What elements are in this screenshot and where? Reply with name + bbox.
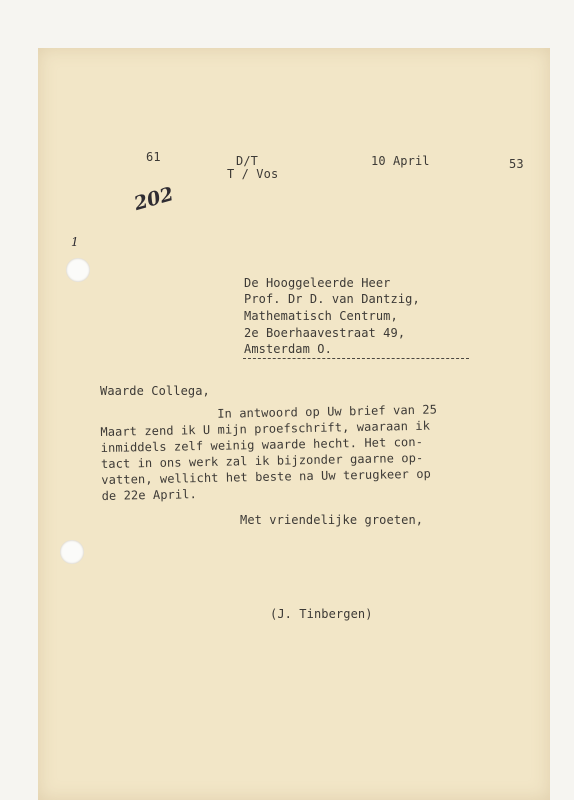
- reference-names: T / Vos: [227, 167, 279, 181]
- body-line: tact in ons werk zal ik bijzonder gaarne op-: [100, 450, 424, 471]
- reference-code: D/T: [236, 154, 258, 168]
- letter-sheet: [38, 48, 550, 800]
- recipient-line: 2e Boerhaavestraat 49,: [244, 326, 406, 340]
- punch-hole-top: [66, 258, 90, 282]
- recipient-line: Mathematisch Centrum,: [244, 309, 398, 323]
- page-number-left: 61: [146, 150, 161, 164]
- body-line: vatten, wellicht het beste na Uw terugkeer op: [101, 466, 432, 487]
- closing: Met vriendelijke groeten,: [240, 513, 424, 527]
- body-line: In antwoord op Uw brief van 25: [99, 402, 438, 423]
- signature: (J. Tinbergen): [270, 607, 373, 621]
- letter-year: 53: [509, 157, 524, 171]
- address-underline: [243, 358, 469, 359]
- body-line: inmiddels zelf weinig waarde hecht. Het con-: [100, 434, 424, 455]
- letter-date: 10 April: [371, 154, 430, 168]
- punch-hole-bottom: [60, 540, 84, 564]
- salutation: Waarde Collega,: [100, 384, 210, 398]
- body-line: Maart zend ik U mijn proefschrift, waaraan ik: [100, 418, 431, 439]
- margin-mark: 1: [71, 235, 79, 249]
- recipient-line: De Hooggeleerde Heer: [244, 276, 391, 290]
- handwritten-number: 202: [131, 182, 176, 216]
- recipient-line: Amsterdam O.: [244, 342, 332, 356]
- recipient-line: Prof. Dr D. van Dantzig,: [244, 292, 420, 306]
- body-line: de 22e April.: [101, 487, 198, 503]
- letter-body: [100, 402, 522, 520]
